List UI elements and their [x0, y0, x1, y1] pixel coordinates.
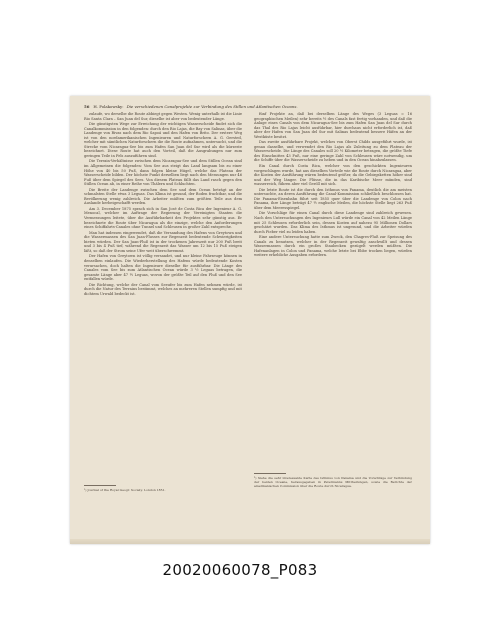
paragraph: Die Vorschläge für einen Canal durch diese Landenge sind zahlreich gewesen. Nach den Untersuchungen des Ingenieurs Lull würde ein Canal von 42 Meilen Länge mit 25 Schleusen erforderlich sein, dessen Kosten auf nahezu 95 Millionen Dollars geschätzt wurden. Das Klima des Isthmus ist ungesund, und die Arbeiter würden durch Fieber viel zu leiden haben.	[254, 211, 412, 234]
image-caption: 20020060078_P083	[162, 561, 318, 579]
paragraph: Die Breite der Landenge zwischen dem See und dem Ocean beträgt an der schmalsten Stelle etwa 3 Leguas. Das Klima ist gesund, der Boden fruchtbar, und die Bevölkerung wenig zahlreich. Die Arbeiter müßten zum größten Teile aus dem Auslande herbeigeschafft werden.	[84, 187, 242, 206]
paragraph: Eine andere Untersuchung hatte zum Zweck, den Chagres-Fluß zur Speisung des Canals zu benutzen, welcher in der Regenzeit gewaltig anschwillt und dessen Wassermassen durch ein großes Staubecken gezügelt werden müßten. Die Hafenanlagen in Colon und Panama, welche letzte bei Ebbe trocken liegen, würden weitere erhebliche Ausgaben erfordern.	[254, 235, 412, 258]
running-head	[84, 104, 414, 109]
scanned-book-page	[70, 96, 430, 544]
left-text-column	[84, 112, 242, 520]
paragraph: Man hat indessen eingewendet, daß die Versandung des Hafens von Greytown und die Wassermassen des San Juan-Flusses zur Regenzeit bedeutende Schwierigkeiten bieten würden. Der San Juan-Fluß ist in der trockenen Jahreszeit nur 200 Fuß breit und 3 bis 4 Fuß tief, während die Regenzeit das Wasser um 12 bis 15 Fuß steigen läßt, so daß der Strom seine Ufer weit überschwemmt.	[84, 230, 242, 253]
paragraph: Die Richtung, welche der Canal vom Seeufer bis zum Hafen nehmen würde, ist durch die Natur des Terrains bestimmt, welches an mehreren Stellen sumpfig und mit dichtem Urwald bedeckt ist.	[84, 282, 242, 296]
paragraph: Die Terrain-Verhältnisse zwischen dem Nicaragua-See und dem Stillen Ocean sind im Allgemeinen die folgenden: Vom See aus steigt das Land langsam bis zu einer Höhe von 40 bis 50 Fuß, dann folgen kleine Hügel, welche das Plateau der Wasserscheide bilden. Der höchste Punkt derselben liegt nach den Messungen nur 46 Fuß über dem Spiegel des Sees. Von diesem Plateau fällt das Land rasch gegen den Stillen Ocean ab, in einer Reihe von Thälern und Schluchten.	[84, 159, 242, 187]
running-head-author: H. Polakowsky:	[93, 104, 124, 109]
footnote-divider	[254, 473, 286, 474]
paragraph: fünf Projekte an, daß bei derselben Länge des Weges (3 Leguas = 16 geographischen Meilen) sehr bereits ½ des Canals fast fertig vorhanden, und daß die Anlage eines Canals von dem Nicaragua-See bis zum Hafen San Juan del Sur durch das Thal des Rio Lajas leicht ausführbar, hier durchaus nicht erforderlich ist, daß aber der Hafen von San Juan del Sur mit Salinas bedeutend bessere Häfen an der Westküste besitzt.	[254, 112, 412, 139]
footnote-right: ²) Siehe die sehr interessante Karte des Isthmus von Panama und die Vorschläge zur Verbindung der beiden Oceane, herausgegeben in Petermanns Mittheilungen, sowie die Berichte der amerikanischen Commission über die Route durch Nicaragua.	[254, 476, 412, 488]
footnote-divider	[84, 485, 116, 486]
paragraph: Ein Canal durch Costa Rica, welcher von den geschickten Ingenieuren vorgeschlagen wurde, hat aus dieselben Vorteile wie die Route durch Nicaragua, aber die Kosten der Ausführung wären bedeutend größer, da die Gebirgsketten höher sind und der Weg länger. Die Flüsse, die in das Karibische Meer münden, sind wasserreich, führen aber viel Geröll mit sich.	[254, 164, 412, 187]
paragraph: Der Hafen von Greytown ist völlig versandet, und nur kleine Fahrzeuge können in denselben einlaufen. Die Wiederherstellung des Hafens würde bedeutende Kosten verursachen, doch halten die Ingenieure dieselbe für ausführbar. Die Länge des Canales vom See bis zum Atlantischen Ocean würde 3 ½ Leguas betragen, die gesamte Länge aber 47 ½ Leguas, wovon der größte Teil auf den Fluß und den See entfallen würde.	[84, 254, 242, 282]
paragraph: zulaufe, wo derselbe die Route abbiegt gegen Westen. Wenig unterhalb ist die Linie Rio Santa Clara – San Juan del Sur, dieselbe ist aber von bedeutender Länge.	[84, 112, 242, 121]
footnote-left: ¹) Journal of the Royal Geogr. Society. London 1851.	[84, 488, 166, 492]
paragraph: Die letzte Route ist die durch den Isthmus von Panama, deutlich die am meisten untersuchte, an deren Ausführung die Canal-Kommission schließlich beschlossen hat. Die Panama-Eisenbahn führt seit 1855 quer über die Landenge von Colon nach Panama, ihre Länge beträgt 47 ½ englische Meilen, die höchste Stelle liegt 263 Fuß über dem Meeresspiegel.	[254, 187, 412, 210]
right-text-column	[254, 112, 412, 520]
running-head-title: Die verschiedenen Canalprojekte zur Verbindung des Stillen und Atlantischen Oceans.	[126, 104, 298, 109]
paragraph: Die günstigsten Wege zur Erreichung der wichtigen Wasserscheide findet sich die Canalkommission in den folgenden: durch den Rio Lajas, die Bay von Salinas, über die Landenge von Rivas nach dem Rio Sapoá und den Hafen von Brito. Der erstere Weg ist von den nordamerikanischen Ingenieuren und Naturforschern A. G. Oersted, welcher mit sämtlichen Naturforschern die die Route aufnahmen, untersucht, und die Strecke vom Nicaragua-See bis zum Hafen San Juan del Sur wird als die kürzeste bezeichnet. Diese Route hat auch den Vorteil, daß die Ausgrabungen nur zum geringen Teile in Fels auszuführen sind.	[84, 122, 242, 158]
paragraph: Das zweite ausführbare Projekt, welches von Oberst Childs ausgeführt wurde, ist genau dasselbe, und verwendet den Rio Lajas als Zuleitung zu dem Plateau der Wasserscheide. Die Länge des Canales soll 20 ½ Kilometer betragen, die größte Tiefe des Einschnittes 43 Fuß, nur eine geringe Zahl von Schleusen wäre notwendig, um die Schiffe über die Wasserscheide zu heben und in den Ocean hinabzulassen.	[254, 140, 412, 163]
paragraph: Am 3. December 1875 sprach sich in San José de Costa Rica der Ingenieur A. G. Menocal, welcher im Auftrage der Regierung der Vereinigten Staaten die Vermessungen leitete, über die Ausführbarkeit des Projektes sehr günstig aus. Er bezeichnete die Route über Nicaragua als die einzige, welche den Anforderungen eines Schiffahrts-Canales ohne Tunnel und Schleusen in großer Zahl entspreche.	[84, 206, 242, 230]
page-number: 56	[84, 104, 90, 109]
